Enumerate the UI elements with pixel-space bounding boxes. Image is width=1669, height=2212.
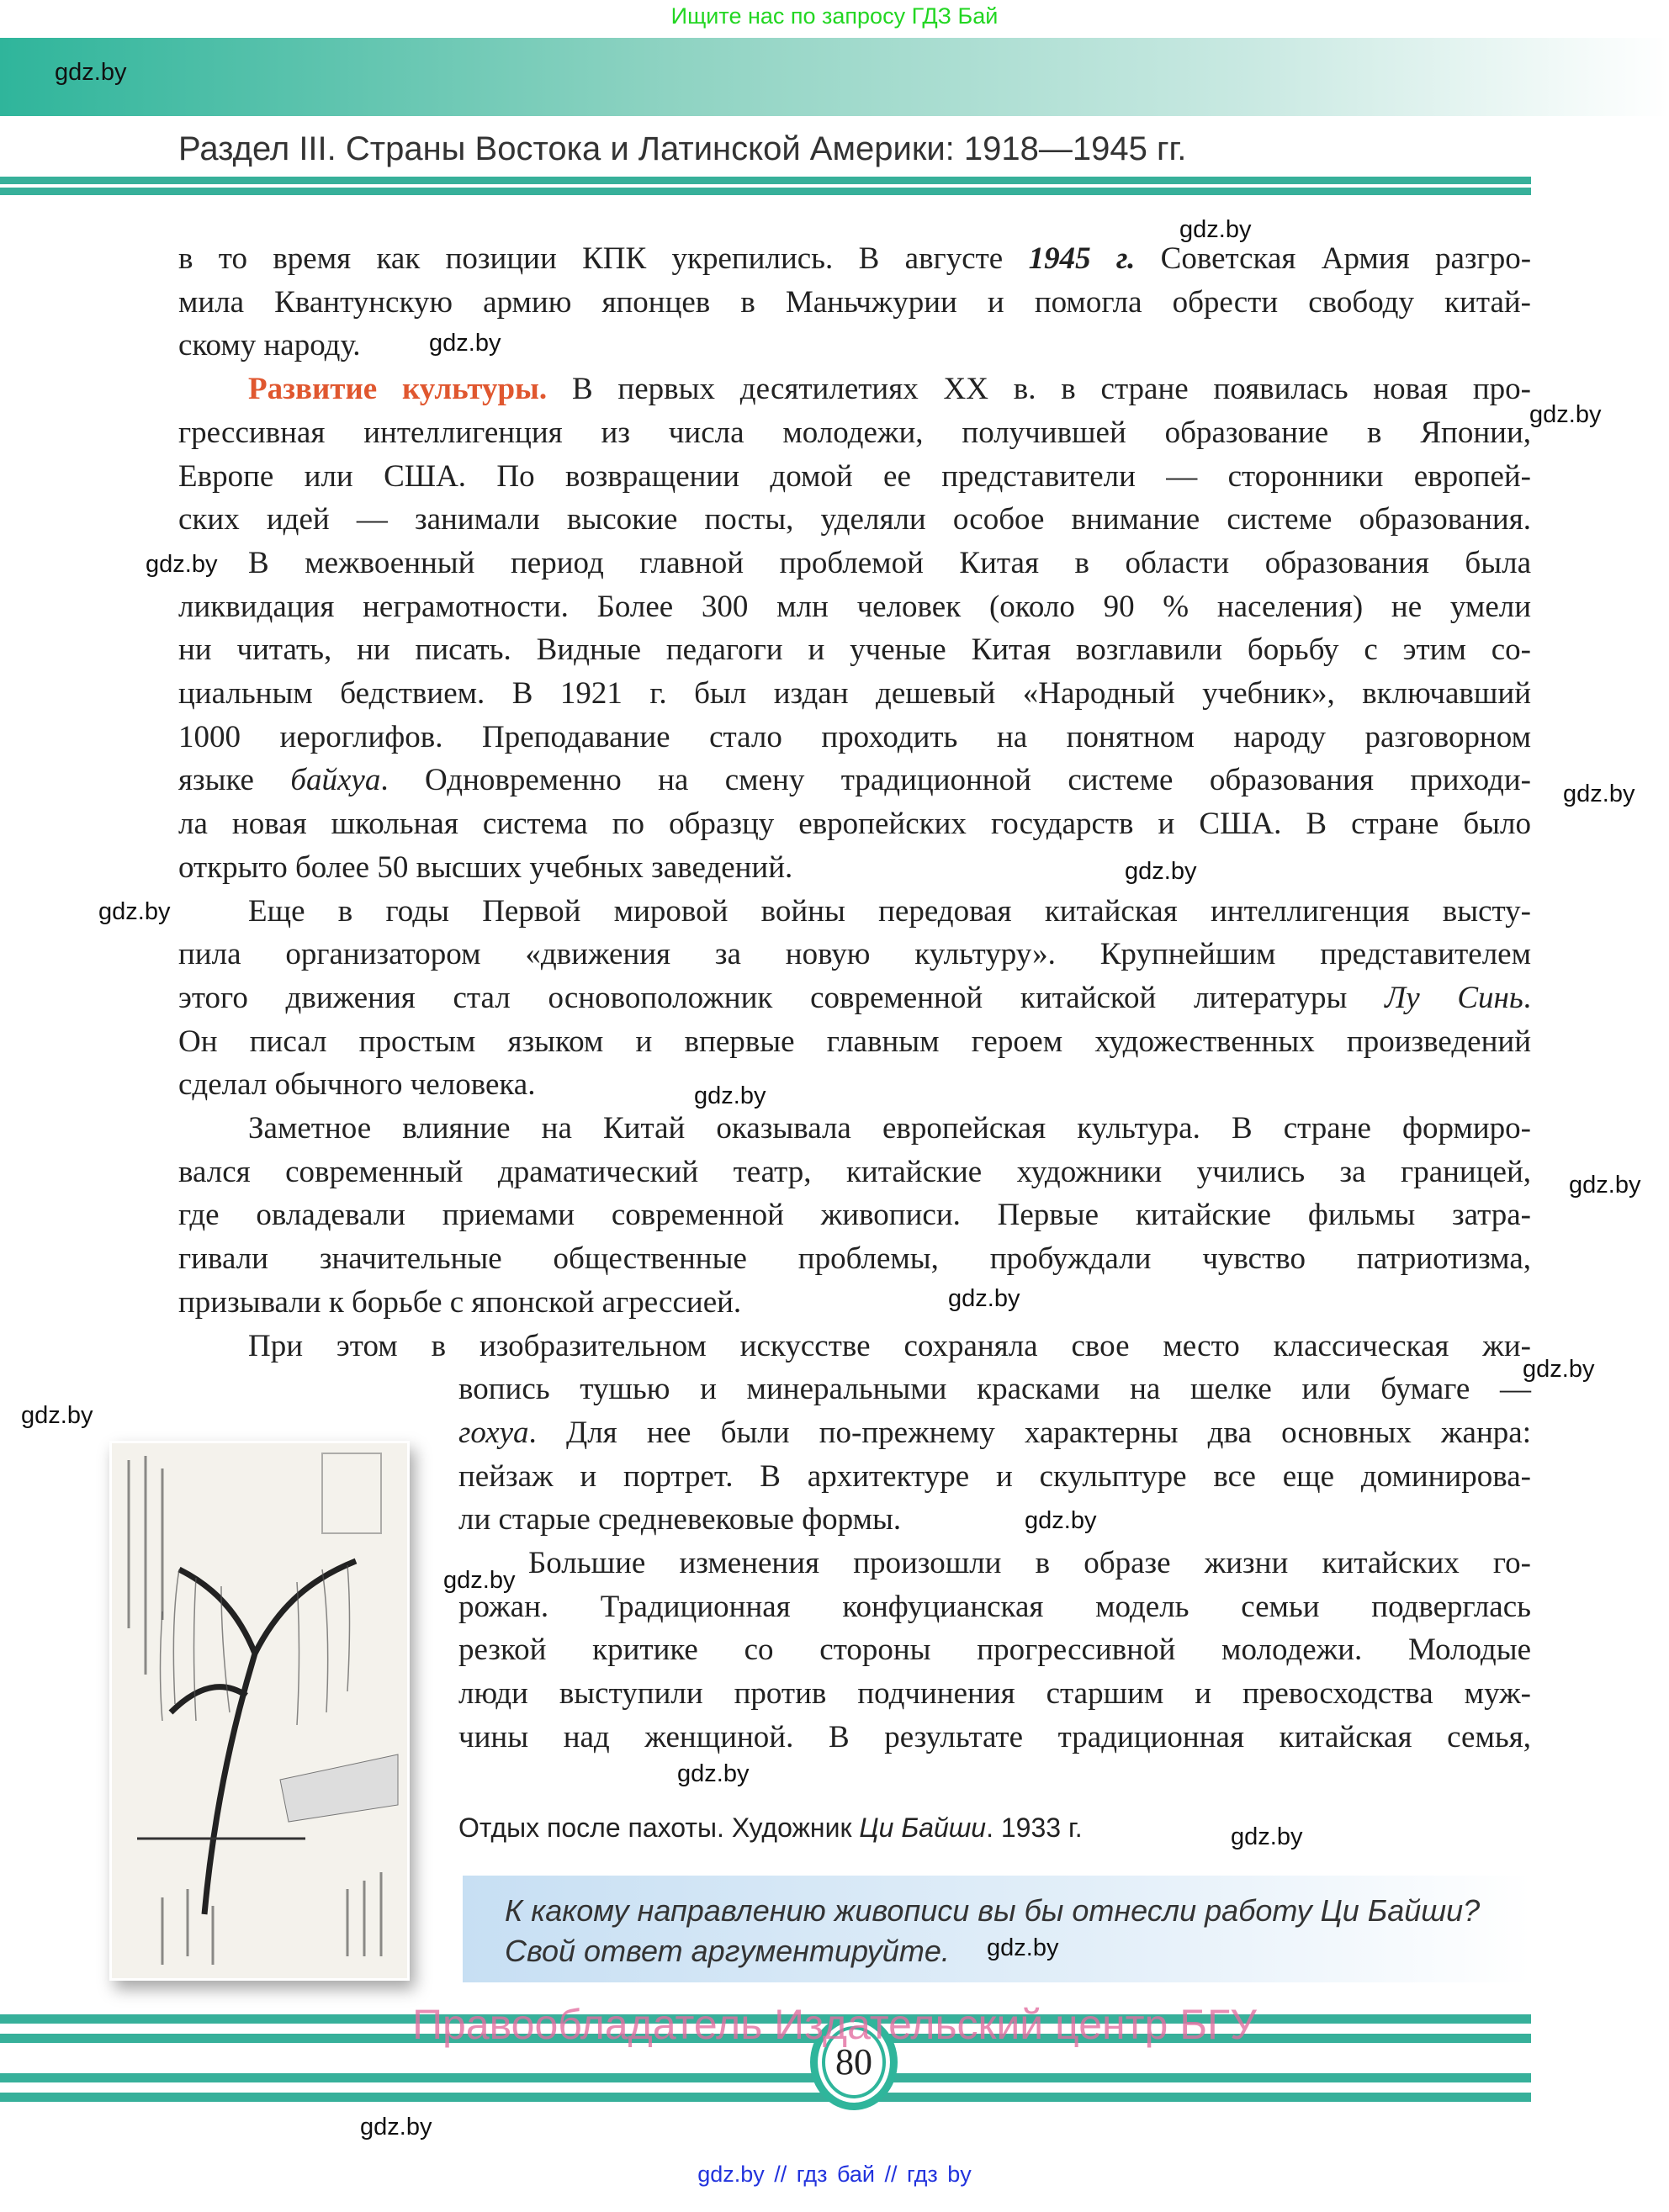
text-line: [178, 893, 1531, 930]
text-segment: Большие изменения произошли в образе жизни китайских го-: [528, 1546, 1531, 1580]
site-label: gdz.by: [55, 59, 127, 86]
text-line: [178, 849, 1531, 886]
watermark: gdz.by: [429, 330, 501, 357]
watermark: gdz.by: [1179, 216, 1252, 243]
text-line: [178, 719, 1531, 756]
text-segment: вался современный драматический театр, китайские художники учились за границей,: [178, 1154, 1531, 1189]
caption-year: . 1933 г.: [986, 1812, 1083, 1843]
text-segment: Заметное влияние на Китай оказывала европейская культура. В стране формиро-: [248, 1111, 1531, 1146]
watermark: gdz.by: [1529, 401, 1602, 428]
watermark: gdz.by: [948, 1285, 1020, 1312]
watermark: gdz.by: [443, 1567, 516, 1594]
footer-links: gdz.by // гдз бай // гдз by: [697, 2162, 972, 2187]
text-segment: В межвоенный период главной проблемой Китая в области образования была: [248, 545, 1531, 580]
watermark: gdz.by: [98, 898, 171, 925]
text-segment: Советская Армия разгро-: [1135, 241, 1532, 276]
text-segment: Европе или США. По возвращении домой ее представители — сторонники европей-: [178, 458, 1531, 494]
text-line: [178, 1284, 1531, 1321]
subsection-heading: Развитие культуры.: [248, 372, 548, 407]
section-title: Раздел III. Страны Востока и Латинской Америки: 1918—1945 гг.: [178, 130, 1187, 167]
text-line: [178, 458, 1531, 495]
text-line: [458, 1458, 1531, 1495]
text-segment: скому народу.: [178, 328, 361, 363]
text-line: [178, 980, 1531, 1017]
text-segment: Еще в годы Первой мировой войны передовая китайская интеллигенция высту-: [248, 893, 1531, 929]
text-segment: люди выступили против подчинения старшим и превосходства муж-: [458, 1676, 1531, 1712]
text-line: [458, 1675, 1531, 1712]
caption-artist: Ци Байши: [859, 1812, 987, 1843]
text-segment: ни читать, ни писать. Видные педагоги и ученые Китая возглавили борьбу с этим со-: [178, 632, 1531, 668]
header-band: [0, 38, 1669, 116]
question-line: К какому направлению живописи вы бы отнесли работу Ци Байши?: [505, 1893, 1481, 1928]
text-line: [178, 1197, 1531, 1234]
text-segment: При этом в изобразительном искусстве сохраняла свое место классическая жи-: [248, 1328, 1531, 1363]
painting-image: [109, 1441, 410, 1981]
text-line: [178, 1066, 1531, 1103]
footer-rule: [0, 2073, 1531, 2082]
text-segment: призывали к борьбе с японской агрессией.: [178, 1284, 742, 1320]
text-line: [178, 589, 1531, 626]
text-line: [178, 241, 1531, 278]
text-line: [178, 806, 1531, 843]
text-line: [178, 371, 1531, 408]
text-line: [178, 1110, 1531, 1147]
text-segment: 1945 г.: [1028, 241, 1136, 276]
copyright-watermark: Правообладатель Издательский центр БГУ: [412, 2001, 1257, 2048]
text-line: [458, 1719, 1531, 1756]
text-segment: резкой критике со стороны прогрессивной молодежи. Молодые: [458, 1633, 1531, 1668]
text-segment: .: [1523, 980, 1531, 1015]
text-line: [178, 675, 1531, 712]
text-line: [178, 1154, 1531, 1191]
text-segment: В первых десятилетиях XX в. в стране появилась новая про-: [547, 372, 1531, 407]
text-segment: ла новая школьная система по образцу европейских государств и США. В стране было: [178, 807, 1531, 842]
text-line: [458, 1589, 1531, 1626]
footer-rule: [0, 2093, 1531, 2102]
watermark: gdz.by: [146, 551, 218, 578]
watermark: gdz.by: [1025, 1507, 1097, 1534]
watermark: gdz.by: [677, 1760, 750, 1787]
watermark: gdz.by: [1125, 858, 1197, 885]
text-line: [178, 632, 1531, 669]
watermark: gdz.by: [1569, 1172, 1641, 1199]
search-hint: Ищите нас по запросу ГДЗ Бай: [670, 3, 999, 29]
text-segment: где овладевали приемами современной живописи. Первые китайские фильмы затра-: [178, 1198, 1531, 1233]
text-segment: вопись тушью и минеральными красками на шелке или бумаге —: [458, 1372, 1531, 1407]
text-segment: 1000 иероглифов. Преподавание стало проходить на понятном народу разговорном: [178, 719, 1531, 754]
text-line: [178, 762, 1531, 799]
text-segment: . Для нее были по-прежнему характерны два основных жанра:: [528, 1415, 1531, 1450]
text-line: [178, 501, 1531, 538]
text-segment: грессивная интеллигенция из числа молодежи, получившей образование в Японии,: [178, 415, 1531, 450]
image-caption: [458, 1812, 1083, 1844]
text-segment: чины над женщиной. В результате традиционная китайская семья,: [458, 1719, 1531, 1754]
text-segment: ских идей — занимали высокие посты, уделяли особое внимание системе образования.: [178, 502, 1531, 537]
text-line: [178, 284, 1531, 321]
text-segment: мила Квантунскую армию японцев в Маньчжурии и помогла обрести свободу китай-: [178, 284, 1531, 320]
text-line: [178, 415, 1531, 452]
text-segment: гивали значительные общественные проблемы, пробуждали чувство патриотизма,: [178, 1241, 1531, 1277]
text-segment: этого движения стал основоположник современной китайской литературы: [178, 980, 1386, 1015]
watermark: gdz.by: [987, 1934, 1059, 1961]
text-line: [458, 1632, 1531, 1669]
page-number: 80: [810, 2014, 898, 2110]
header-rule: [0, 188, 1531, 195]
text-segment: Он писал простым языком и впервые главным героем художественных произведений: [178, 1024, 1531, 1059]
text-segment: ли старые средневековые формы.: [458, 1502, 902, 1537]
text-segment: языке: [178, 763, 291, 798]
text-segment: . Одновременно на смену традиционной системе образования приходи-: [380, 763, 1531, 798]
question-line: Свой ответ аргументируйте.: [505, 1934, 950, 1968]
text-segment: байхуа: [290, 763, 381, 798]
watermark: gdz.by: [1231, 1823, 1303, 1850]
header-rule: [0, 177, 1531, 184]
caption-text: Отдых после пахоты. Художник: [458, 1812, 860, 1843]
watermark: gdz.by: [360, 2114, 432, 2141]
text-segment: гохуа: [458, 1415, 529, 1450]
text-line: [458, 1415, 1531, 1452]
text-segment: пейзаж и портрет. В архитектуре и скульптуре все еще доминирова-: [458, 1458, 1531, 1494]
text-segment: сделал обычного человека.: [178, 1067, 536, 1103]
text-line: [178, 327, 1531, 364]
text-segment: в то время как позиции КПК укрепились. В августе: [178, 241, 1029, 276]
watermark: gdz.by: [21, 1402, 93, 1429]
text-line: [458, 1371, 1531, 1408]
text-line: [458, 1545, 1531, 1582]
text-line: [178, 545, 1531, 582]
text-line: [178, 1241, 1531, 1278]
text-segment: ликвидация неграмотности. Более 300 млн человек (около 90 % населения) не умели: [178, 589, 1531, 624]
text-line: [178, 936, 1531, 973]
watermark: gdz.by: [1563, 781, 1635, 807]
text-line: [178, 1024, 1531, 1061]
text-segment: циальным бедствием. В 1921 г. был издан дешевый «Народный учебник», включавший: [178, 676, 1531, 711]
watermark: gdz.by: [1523, 1356, 1595, 1383]
text-segment: Лу Синь: [1385, 980, 1523, 1015]
text-segment: пила организатором «движения за новую культуру». Крупнейшим представителем: [178, 937, 1531, 972]
text-line: [458, 1501, 1531, 1538]
watermark: gdz.by: [694, 1082, 766, 1109]
text-line: [178, 1328, 1531, 1365]
text-segment: рожан. Традиционная конфуцианская модель семьи подверглась: [458, 1589, 1531, 1624]
question-box: [463, 1876, 1531, 1982]
text-segment: открыто более 50 высших учебных заведений.: [178, 849, 793, 885]
